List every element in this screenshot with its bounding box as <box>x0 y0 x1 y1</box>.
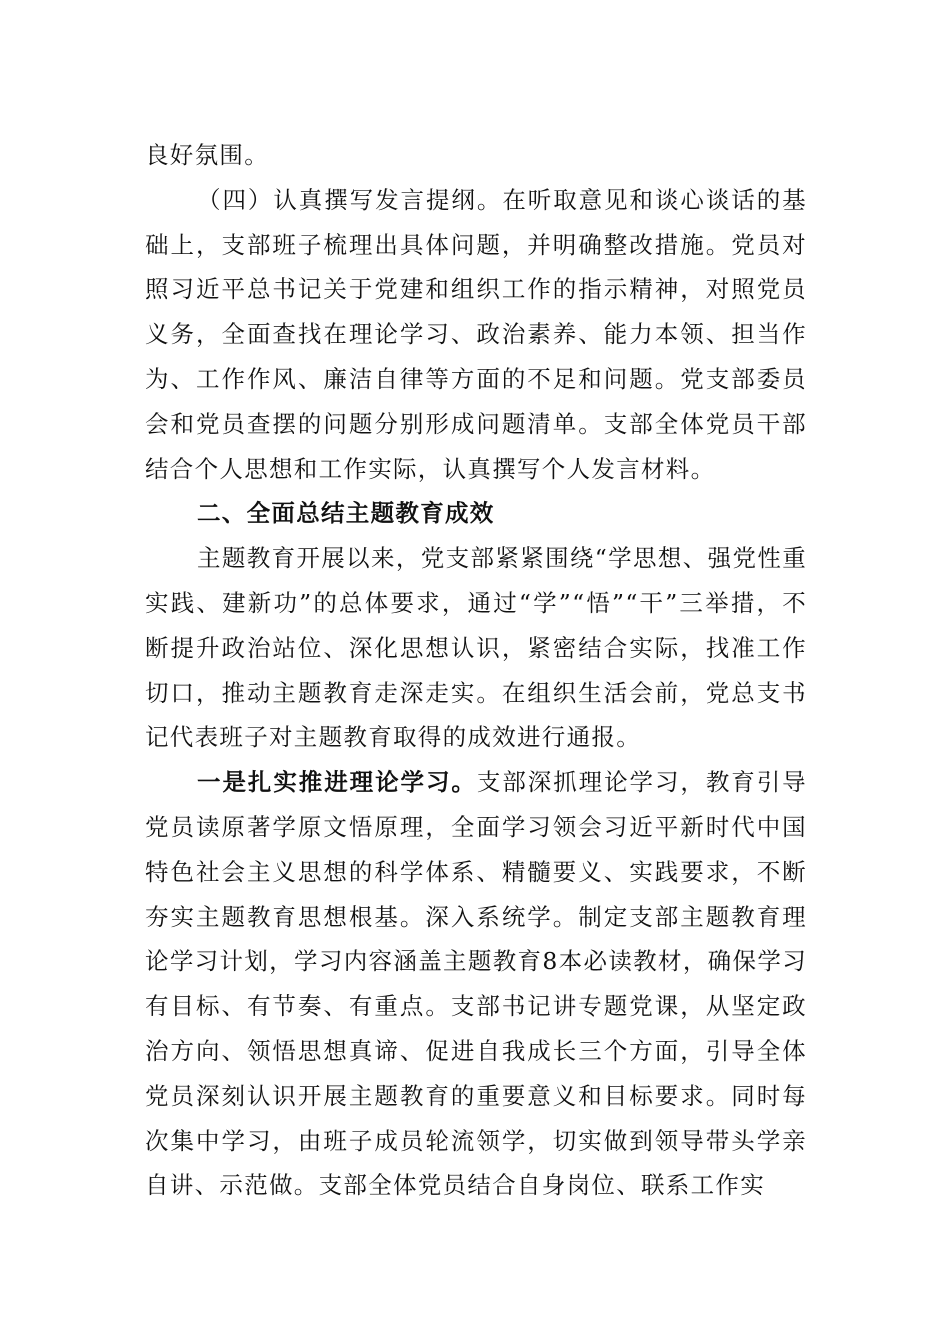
subsection-heading: （四）认真撰写发言提纲。 <box>197 185 503 214</box>
paragraph-section-4 <box>145 178 807 492</box>
paragraph-continuation <box>145 133 807 178</box>
paragraph-text: 支部深抓理论学习，教育引导党员读原著学原文悟原理，全面学习领会习近平新时代中国特色社会主义思想的科学体系、精髓要义、实践要求，不断夯实主题教育思想根基。深入系统学。制定支部主题教育理论学习计划，学习内容涵盖主题教育8本必读教材，确保学习有目标、有节奏、有重点。支部书记讲专题党课，从坚定政治方向、领悟思想真谛、促进自我成长三个方面，引导全体党员深刻认识开展主题教育的重要意义和目标要求。同时每次集中学习，由班子成员轮流领学，切实做到领导带头学亲自讲、示范做。支部全体党员结合自身岗位、联系工作实 <box>145 768 807 1200</box>
document-body <box>145 133 807 1208</box>
paragraph-section-2-intro <box>145 536 807 760</box>
section-heading-text: 二、全面总结主题教育成效 <box>197 499 495 528</box>
paragraph-text: 良好氛围。 <box>145 141 269 169</box>
paragraph-text: 在听取意见和谈心谈话的基础上，支部班子梳理出具体问题，并明确整改措施。党员对照习近平总书记关于党建和组织工作的指示精神，对照党员义务，全面查找在理论学习、政治素养、能力本领、担当作为、工作作风、廉洁自律等方面的不足和问题。党支部委员会和党员查摆的问题分别形成问题清单。支部全体党员干部结合个人思想和工作实际，认真撰写个人发言材料。 <box>145 185 807 483</box>
section-heading-2 <box>145 491 807 536</box>
paragraph-theory-study <box>145 760 807 1208</box>
paragraph-text: 主题教育开展以来，党支部紧紧围绕“学思想、强党性重实践、建新功”的总体要求，通过“学”“悟”“干”三举措，不断提升政治站位、深化思想认识，紧密结合实际，找准工作切口，推动主题教育走深走实。在组织生活会前，党总支书记代表班子对主题教育取得的成效进行通报。 <box>145 544 807 752</box>
paragraph-lead: 一是扎实推进理论学习。 <box>197 768 477 797</box>
